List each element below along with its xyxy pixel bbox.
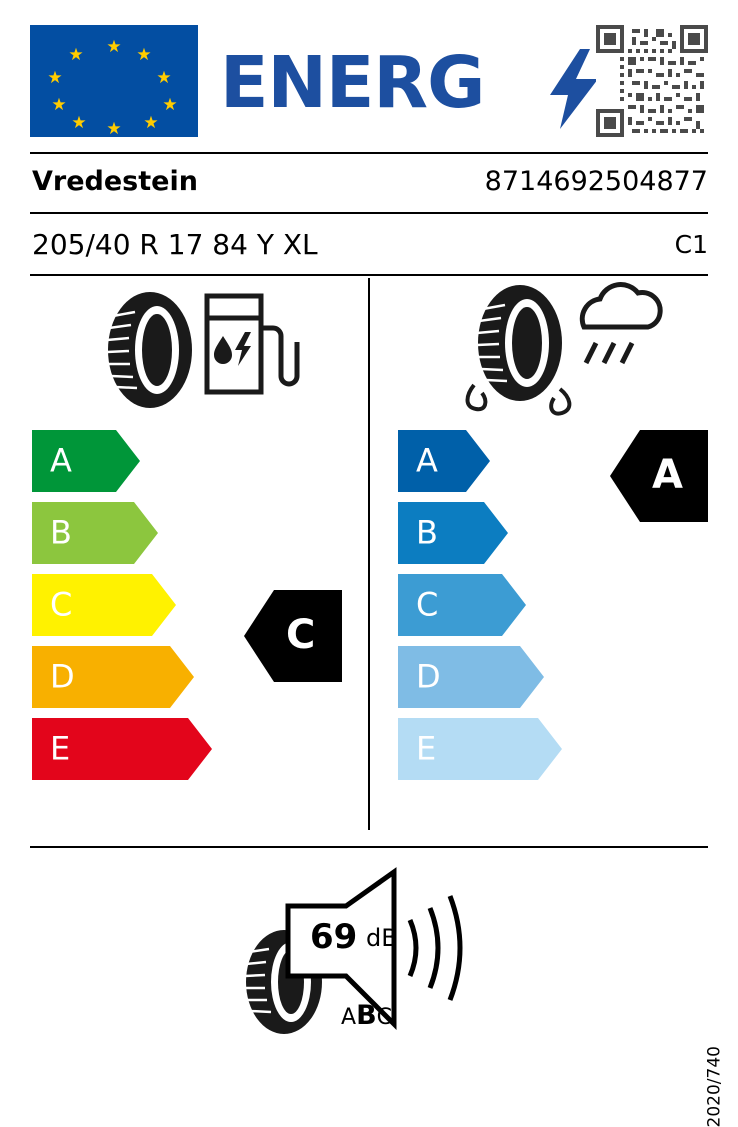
divider-size <box>30 274 708 276</box>
fuel-grade-bar-c <box>32 574 176 636</box>
fuel-efficiency-icon-group <box>95 288 295 417</box>
fuel-grade-bar-e <box>32 718 212 780</box>
label-header <box>30 25 708 145</box>
sound-waves-icon <box>410 896 460 1000</box>
divider-brand <box>30 212 708 214</box>
noise-value: 69 <box>310 917 358 957</box>
noise-class-b-selected: B <box>356 1000 377 1031</box>
fuel-grade-letter: C <box>50 585 73 624</box>
fuel-grade-bar-d <box>32 646 194 708</box>
fuel-efficiency-scale <box>32 430 212 790</box>
fuel-selected-letter: C <box>286 612 316 659</box>
lightning-bolt-icon <box>550 49 598 129</box>
wet-selected-marker <box>610 430 708 522</box>
wet-grade-letter: E <box>416 729 437 768</box>
wet-grade-letter: B <box>416 513 438 552</box>
fuel-grade-letter: A <box>50 441 72 480</box>
brand-name: Vredestein <box>32 166 198 197</box>
wet-grade-bar-d <box>398 646 544 708</box>
qr-code <box>596 25 708 137</box>
product-code: 8714692504877 <box>484 166 708 197</box>
tyre-size: 205/40 R 17 84 Y XL <box>32 228 318 261</box>
divider-vertical <box>368 278 370 830</box>
regulation-year: 2020/740 <box>704 1046 724 1127</box>
eu-flag: ★ ★ ★ ★ ★ ★ ★ ★ ★ ★ <box>30 25 198 137</box>
wet-selected-letter: A <box>652 452 683 499</box>
fuel-grade-bar-a <box>32 430 140 492</box>
tyre-icon <box>477 285 562 401</box>
fuel-grade-letter: D <box>50 657 75 696</box>
fuel-grade-letter: E <box>50 729 71 768</box>
rain-cloud-icon <box>582 285 660 363</box>
fuel-selected-marker <box>244 590 342 682</box>
fuel-grade-letter: B <box>50 513 72 552</box>
tyre-icon <box>107 292 192 408</box>
noise-class-c: C <box>376 1005 393 1030</box>
fuel-pump-drop-bolt <box>214 332 251 366</box>
noise-unit: dB <box>366 924 398 952</box>
divider-top <box>30 152 708 154</box>
wet-grade-bar-a <box>398 430 490 492</box>
noise-class-a: A <box>341 1005 357 1030</box>
noise-section <box>236 872 506 1052</box>
wet-grade-bar-e <box>398 718 562 780</box>
wet-grade-letter: D <box>416 657 441 696</box>
fuel-grade-bar-b <box>32 502 158 564</box>
noise-class-scale <box>341 1000 392 1031</box>
wet-grade-bar-c <box>398 574 526 636</box>
tyre-class: C1 <box>674 230 708 259</box>
wet-grade-letter: A <box>416 441 438 480</box>
energy-wordmark: ENERG <box>220 41 485 124</box>
divider-noise <box>30 846 708 848</box>
wet-grade-bar-b <box>398 502 508 564</box>
wet-grip-icon-group <box>460 285 670 419</box>
wet-grade-letter: C <box>416 585 439 624</box>
wet-grip-scale <box>398 430 562 790</box>
